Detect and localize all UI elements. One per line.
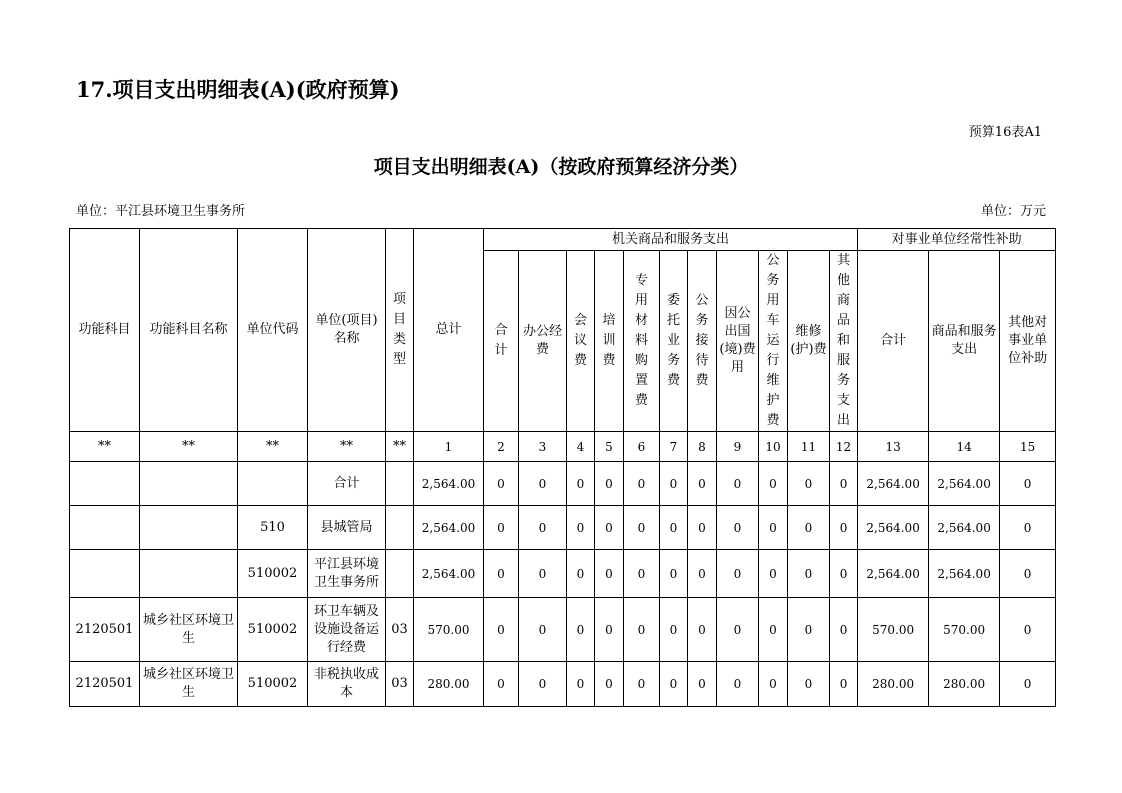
table-cell: 0 [660,662,688,707]
table-cell: 0 [788,550,830,598]
table-cell: 0 [759,550,788,598]
table-row [70,462,1056,506]
table-cell: 0 [830,550,858,598]
table-cell: 510002 [238,598,308,662]
table-cell: 0 [567,462,595,506]
table-cell: 0 [759,506,788,550]
table-cell: 0 [759,662,788,707]
header-sub: 合计 [858,251,929,432]
table-cell: 县城管局 [308,506,386,550]
header-unit-name: 单位(项目)名称 [308,229,386,432]
table-cell: 0 [717,550,759,598]
table-cell: 2,564.00 [858,550,929,598]
table-cell: 0 [1000,598,1056,662]
header-total: 总计 [414,229,484,432]
table-cell: 2120501 [70,662,140,707]
table-cell: 2,564.00 [929,506,1000,550]
index-cell: 11 [788,432,830,462]
table-cell: 280.00 [858,662,929,707]
table-cell: 0 [830,598,858,662]
table-cell: 0 [788,662,830,707]
table-cell: 2,564.00 [929,550,1000,598]
table-cell: 0 [567,598,595,662]
table-cell: 570.00 [414,598,484,662]
table-cell: 0 [688,550,717,598]
table-cell: 0 [660,506,688,550]
table-cell: 0 [484,662,519,707]
table-cell: 环卫车辆及设施设备运行经费 [308,598,386,662]
table-cell: 0 [688,662,717,707]
index-cell: 8 [688,432,717,462]
table-cell: 0 [484,462,519,506]
header-sub: 会 议 费 [567,251,595,432]
table-cell: 0 [484,550,519,598]
table-cell: 0 [595,550,624,598]
table-cell: 0 [688,462,717,506]
header-sub: 公 务 接 待 费 [688,251,717,432]
table-cell [386,506,414,550]
index-cell: 9 [717,432,759,462]
table-cell: 0 [624,662,660,707]
table-cell: 合计 [308,462,386,506]
header-sub: 专 用 材 料 购 置 费 [624,251,660,432]
table-title: 项目支出明细表(A)（按政府预算经济分类） [373,156,749,178]
index-cell: 4 [567,432,595,462]
section-title: 17.项目支出明细表(A)(政府预算) [76,77,400,102]
table-cell: 0 [1000,662,1056,707]
table-cell: 2120501 [70,598,140,662]
budget-table [69,228,1056,707]
table-cell: 0 [484,598,519,662]
table-cell [70,550,140,598]
table-cell: 0 [1000,550,1056,598]
table-cell: 0 [484,506,519,550]
unit-label-left: 单位：平江县环境卫生事务所 [76,204,246,219]
index-cell: ** [140,432,238,462]
table-cell: 0 [595,598,624,662]
table-cell [386,462,414,506]
index-cell: 6 [624,432,660,462]
table-cell: 非税执收成本 [308,662,386,707]
table-cell: 0 [624,598,660,662]
table-cell: 0 [1000,462,1056,506]
table-cell [70,506,140,550]
table-cell: 2,564.00 [929,462,1000,506]
table-cell: 0 [759,598,788,662]
index-cell: 2 [484,432,519,462]
table-cell: 0 [788,506,830,550]
form-number: 预算16表A1 [968,125,1042,140]
table-cell: 0 [624,506,660,550]
table-cell: 0 [519,662,567,707]
table-cell: 0 [788,598,830,662]
unit-label-right: 单位：万元 [980,204,1046,219]
index-cell: ** [308,432,386,462]
table-cell [140,462,238,506]
table-cell: 0 [717,662,759,707]
header-sub: 合 计 [484,251,519,432]
header-group-goods-services: 机关商品和服务支出 [484,229,858,251]
header-sub: 商品和服务支出 [929,251,1000,432]
header-sub: 其 他 商 品 和 服 务 支 出 [830,251,858,432]
table-cell: 2,564.00 [414,506,484,550]
table-cell: 0 [688,506,717,550]
index-cell: 15 [1000,432,1056,462]
table-cell: 0 [567,506,595,550]
table-cell: 510002 [238,662,308,707]
header-project-type: 项 目 类 型 [386,229,414,432]
table-cell: 0 [660,598,688,662]
index-cell: 7 [660,432,688,462]
table-cell: 平江县环境卫生事务所 [308,550,386,598]
table-cell: 0 [830,662,858,707]
table-cell: 2,564.00 [414,550,484,598]
table-cell: 0 [519,550,567,598]
table-row [70,550,1056,598]
index-cell: ** [70,432,140,462]
header-sub: 因公出国(境)费用 [717,251,759,432]
table-cell: 0 [717,598,759,662]
table-cell: 0 [595,506,624,550]
table-cell: 0 [759,462,788,506]
table-cell: 0 [660,550,688,598]
table-cell: 0 [1000,506,1056,550]
header-sub: 其他对事业单位补助 [1000,251,1056,432]
index-cell: 3 [519,432,567,462]
table-cell: 570.00 [858,598,929,662]
table-cell [238,462,308,506]
table-cell: 2,564.00 [858,462,929,506]
header-unit-code: 单位代码 [238,229,308,432]
table-cell: 0 [830,506,858,550]
index-cell: 1 [414,432,484,462]
table-row [70,506,1056,550]
header-sub: 办公经费 [519,251,567,432]
index-cell: ** [386,432,414,462]
header-group-subsidy: 对事业单位经常性补助 [858,229,1056,251]
table-cell [386,550,414,598]
header-sub: 公 务 用 车 运 行 维 护 费 [759,251,788,432]
index-cell: 5 [595,432,624,462]
index-row [70,432,1056,462]
index-cell: ** [238,432,308,462]
index-cell: 10 [759,432,788,462]
table-cell: 城乡社区环境卫生 [140,598,238,662]
table-cell: 510002 [238,550,308,598]
header-func-name: 功能科目名称 [140,229,238,432]
table-cell: 0 [595,662,624,707]
table-cell: 0 [624,550,660,598]
table-cell: 0 [688,598,717,662]
table-row [70,662,1056,707]
index-cell: 13 [858,432,929,462]
table-cell: 0 [519,462,567,506]
table-cell: 0 [519,598,567,662]
table-cell: 0 [624,462,660,506]
header-sub: 培 训 费 [595,251,624,432]
table-cell: 03 [386,662,414,707]
table-cell: 570.00 [929,598,1000,662]
table-cell [70,462,140,506]
table-cell: 280.00 [414,662,484,707]
table-cell: 0 [717,462,759,506]
table-cell: 2,564.00 [858,506,929,550]
header-func-code: 功能科目 [70,229,140,432]
table-cell: 0 [519,506,567,550]
index-cell: 14 [929,432,1000,462]
table-cell: 0 [595,462,624,506]
table-cell: 2,564.00 [414,462,484,506]
table-cell: 0 [567,662,595,707]
table-cell: 0 [830,462,858,506]
index-cell: 12 [830,432,858,462]
table-row [70,598,1056,662]
table-cell: 280.00 [929,662,1000,707]
table-cell: 城乡社区环境卫生 [140,662,238,707]
table-cell: 510 [238,506,308,550]
header-sub: 维修(护)费 [788,251,830,432]
header-sub: 委 托 业 务 费 [660,251,688,432]
table-cell: 03 [386,598,414,662]
table-cell: 0 [567,550,595,598]
table-cell: 0 [788,462,830,506]
table-cell [140,506,238,550]
table-cell: 0 [660,462,688,506]
table-cell: 0 [717,506,759,550]
table-cell [140,550,238,598]
